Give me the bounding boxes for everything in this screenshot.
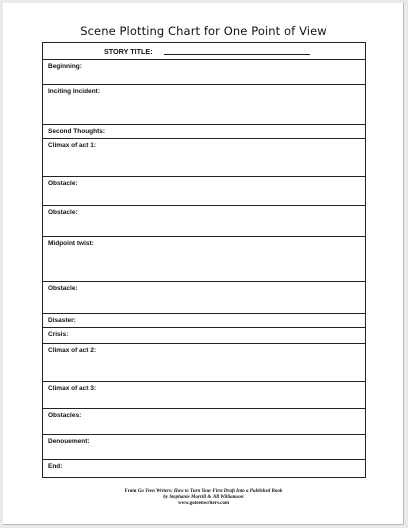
chart-section[interactable] bbox=[43, 85, 365, 125]
section-label: Denouement: bbox=[48, 438, 90, 445]
footer-source-line: From Go Teen Writers: How to Turn Your First Draft Into a Published Book bbox=[124, 489, 283, 494]
page-title: Scene Plotting Chart for One Point of View bbox=[80, 24, 327, 38]
chart-section[interactable] bbox=[43, 314, 365, 328]
plot-chart-table bbox=[42, 42, 366, 478]
section-label: Obstacles: bbox=[48, 412, 82, 419]
section-label: Beginning: bbox=[48, 63, 82, 70]
chart-section[interactable] bbox=[43, 460, 365, 477]
footer-website: www.goteenwriters.com bbox=[177, 501, 230, 506]
story-title-blank[interactable] bbox=[164, 54, 310, 55]
story-title-label: STORY TITLE: bbox=[104, 47, 153, 56]
section-label: Inciting Incident: bbox=[48, 88, 100, 95]
story-title-row bbox=[43, 43, 365, 60]
section-label: Midpoint twist: bbox=[48, 240, 94, 247]
section-label: Climax of act 3: bbox=[48, 385, 97, 392]
section-label: Disaster: bbox=[48, 317, 76, 324]
section-label: Obstacle: bbox=[48, 180, 78, 187]
chart-section[interactable] bbox=[43, 282, 365, 314]
chart-section[interactable] bbox=[43, 328, 365, 344]
chart-section[interactable] bbox=[43, 344, 365, 382]
chart-section[interactable] bbox=[43, 409, 365, 435]
chart-section[interactable] bbox=[43, 206, 365, 237]
chart-section[interactable] bbox=[43, 435, 365, 460]
section-label: Crisis: bbox=[48, 331, 69, 338]
footer-authors: by Stephanie Morrill & Jill Williamson bbox=[163, 495, 244, 500]
section-label: End: bbox=[48, 463, 63, 470]
chart-section[interactable] bbox=[43, 177, 365, 206]
chart-section[interactable] bbox=[43, 125, 365, 139]
section-label: Obstacle: bbox=[48, 285, 78, 292]
chart-section[interactable] bbox=[43, 139, 365, 177]
section-label: Climax of act 1: bbox=[48, 142, 97, 149]
footer-credits bbox=[3, 489, 404, 507]
section-label: Climax of act 2: bbox=[48, 347, 97, 354]
chart-section[interactable] bbox=[43, 60, 365, 85]
chart-section[interactable] bbox=[43, 382, 365, 409]
section-label: Obstacle: bbox=[48, 209, 78, 216]
worksheet-page bbox=[3, 3, 404, 525]
chart-section[interactable] bbox=[43, 237, 365, 282]
section-label: Second Thoughts: bbox=[48, 128, 106, 135]
